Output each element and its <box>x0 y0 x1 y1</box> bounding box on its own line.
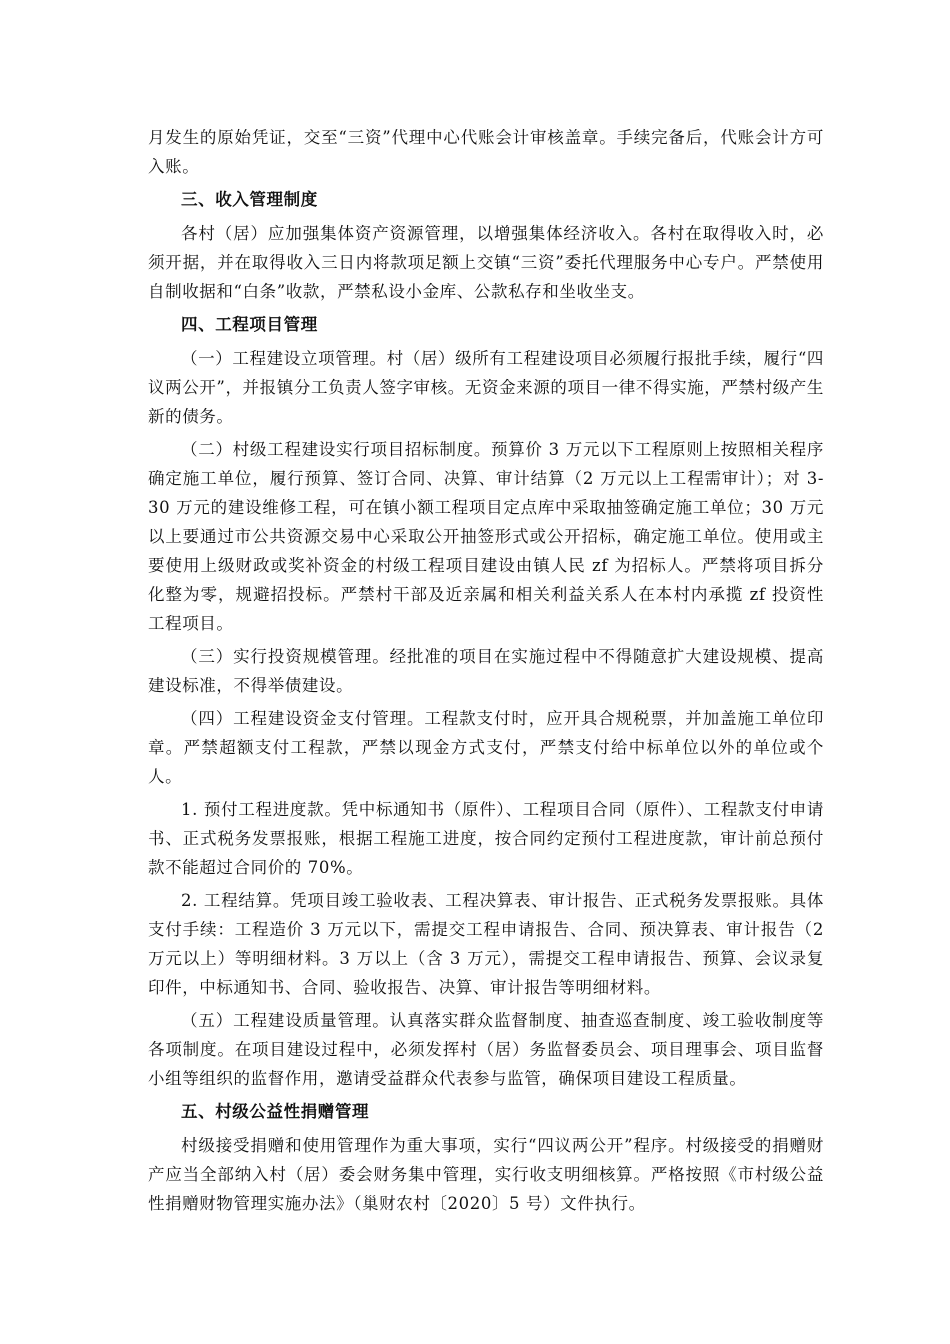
document-body <box>148 123 824 1222</box>
paragraph: 月发生的原始凭证，交至“三资”代理中心代账会计审核盖章。手续完备后，代账会计方可入账。 <box>148 128 824 176</box>
paragraph: 村级接受捐赠和使用管理作为重大事项，实行“四议两公开”程序。村级接受的捐赠财产应当全部纳入村（居）委会财务集中管理，实行收支明细核算。严格按照《市村级公益性捐赠财物管理实施办法》（巢财农村〔2020〕5 号）文件执行。 <box>148 1136 824 1213</box>
paragraph: （五）工程建设质量管理。认真落实群众监督制度、抽查巡查制度、竣工验收制度等各项制度。在项目建设过程中，必须发挥村（居）务监督委员会、项目理事会、项目监督小组等组织的监督作用，邀请受益群众代表参与监管，确保项目建设工程质量。 <box>148 1011 824 1088</box>
paragraph: 1. 预付工程进度款。凭中标通知书（原件）、工程项目合同（原件）、工程款支付申请书、正式税务发票报账，根据工程施工进度，按合同约定预付工程进度款，审计前总预付款不能超过合同价的 70%。 <box>148 800 824 877</box>
paragraph: 各村（居）应加强集体资产资源管理，以增强集体经济收入。各村在取得收入时，必须开据，并在取得收入三日内将款项足额上交镇“三资”委托代理服务中心专户。严禁使用自制收据和“白条”收款，严禁私设小金库、公款私存和坐收坐支。 <box>148 224 824 301</box>
paragraph: （四）工程建设资金支付管理。工程款支付时，应开具合规税票，并加盖施工单位印章。严禁超额支付工程款，严禁以现金方式支付，严禁支付给中标单位以外的单位或个人。 <box>148 709 824 786</box>
paragraph: （二）村级工程建设实行项目招标制度。预算价 3 万元以下工程原则上按照相关程序确定施工单位，履行预算、签订合同、决算、审计结算（2 万元以上工程需审计）；对 3-30 万元的建设维修工程，可在镇小额工程项目定点库中采取抽签确定施工单位；30 万元以上要通过市公共资源交易中心采取公开抽签形式或公开招标，确定施工单位。使用或主要使用上级财政或奖补资金的村级工程项目建设由镇人民 zf 为招标人。严禁将项目拆分化整为零，规避招投标。严禁村干部及近亲属和相关利益关系人在本村内承揽 zf 投资性工程项目。 <box>148 440 824 633</box>
paragraph: 2. 工程结算。凭项目竣工验收表、工程决算表、审计报告、正式税务发票报账。具体支付手续：工程造价 3 万元以下，需提交工程申请报告、合同、预决算表、审计报告（2 万元以上）等明细材料。3 万以上（含 3 万元），需提交工程申请报告、预算、会议录复印件，中标通知书、合同、验收报告、决算、审计报告等明细材料。 <box>148 891 824 997</box>
paragraph: （一）工程建设立项管理。村（居）级所有工程建设项目必须履行报批手续，履行“四议两公开”，并报镇分工负责人签字审核。无资金来源的项目一律不得实施，严禁村级产生新的债务。 <box>148 349 824 426</box>
section-heading: 四、工程项目管理 <box>181 315 318 334</box>
section-heading: 三、收入管理制度 <box>181 190 318 209</box>
paragraph: （三）实行投资规模管理。经批准的项目在实施过程中不得随意扩大建设规模、提高建设标准，不得举债建设。 <box>148 647 824 695</box>
section-heading: 五、村级公益性捐赠管理 <box>181 1102 370 1121</box>
